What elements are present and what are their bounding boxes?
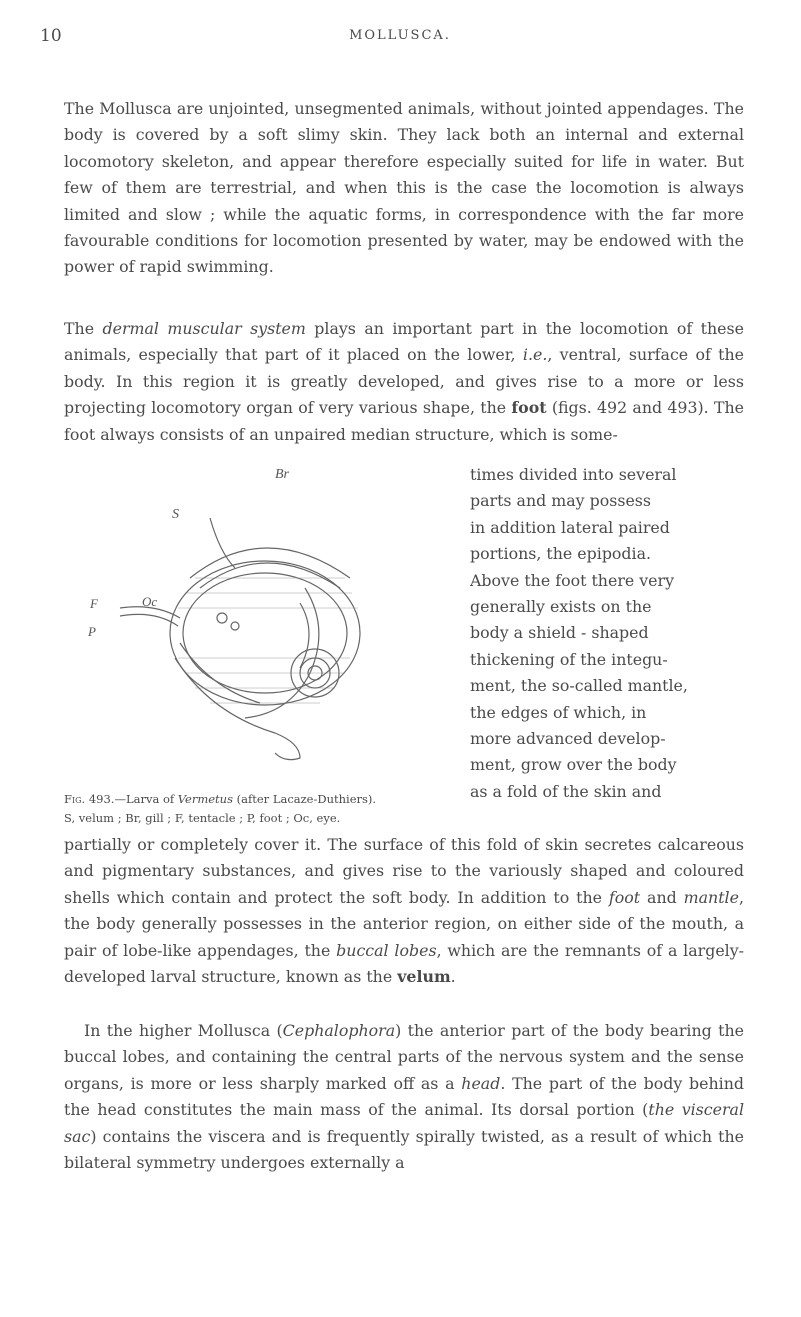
text-run: ) contains the viscera and is frequently spirally twisted, as a result of which the bilateral symmetry undergoes externally a [64, 1126, 744, 1173]
flow-line: in addition lateral paired [470, 517, 670, 537]
paragraph-2 [64, 316, 744, 448]
text-run: The [64, 319, 103, 338]
emphasis-foot: foot [608, 887, 641, 907]
emphasis-visceral-sac: the visceral sac [64, 1100, 744, 1146]
flow-line: the edges of which, in [470, 702, 647, 722]
figure-493-larva-illustration [60, 458, 460, 788]
emphasis-buccal-lobes: buccal lobes [336, 940, 437, 960]
flow-line: times divided into several [470, 465, 677, 484]
figure-caption [64, 790, 474, 828]
label-p: P [88, 624, 96, 639]
flow-line: ment, grow over the body [470, 755, 677, 775]
caption-text: —Larva of [114, 792, 178, 806]
term-velum: velum [397, 967, 451, 987]
page-header [40, 18, 760, 48]
flow-line: parts and may possess [470, 491, 652, 511]
emphasis-ie: i.e. [522, 345, 548, 365]
text-run: , ventral, surface of the body. In this region it is greatly developed, and gives rise to a more or less projecting locomotory organ of very various shape, the [64, 345, 745, 418]
flow-line: thickening of the integu- [470, 649, 668, 669]
paragraph-3 [64, 832, 744, 990]
emphasis-dermal-muscular-system: dermal muscular system [102, 319, 306, 338]
flow-line: Above the foot there very [470, 570, 674, 590]
caption-fig-label: Fig. 493. [64, 792, 115, 806]
text-run: . The part of the body behind the head constitutes the main mass of the animal. Its dorsal portion ( [64, 1073, 744, 1120]
label-f: F [90, 596, 98, 611]
emphasis-mantle: mantle [683, 887, 739, 907]
page-number: 10 [40, 26, 62, 46]
text-run: , which are the remnants of a largely-developed larval structure, known as the [64, 940, 744, 987]
text-run: ) the anterior part of the body bearing the buccal lobes, and containing the central parts of the nervous system and the sense organs, is more or less sharply marked off as a [64, 1021, 744, 1093]
gill-line [210, 518, 235, 568]
text-run: (figs. 492 and 493). The foot always consists of an unpaired median structure, which is some- [64, 398, 745, 444]
label-oc: Oc [142, 594, 158, 609]
paragraph-4 [64, 1018, 744, 1176]
flow-line: ment, the so-called mantle, [470, 676, 688, 696]
running-title: MOLLUSCA. [349, 28, 451, 43]
text-run: partially or completely cover it. The surface of this fold of skin secretes calcareous and pigmentary substances, and gives rise to the variously shaped and coloured shells which contain and protect the soft body. In addition to the [64, 835, 744, 907]
emphasis-cephalophora: Cephalophora [282, 1021, 396, 1040]
text-run: , the body generally possesses in the anterior region, on either side of the mouth, a pair of lobe-like appendages, the [64, 887, 744, 960]
flow-line: portions, the epipodia. [470, 544, 652, 564]
paragraph-1-text: The Mollusca are unjointed, unsegmented animals, without jointed appendages. The body is covered by a soft slimy skin. They lack both an internal and external locomotory skeleton, and appear therefore especially suited for life in water. But few of them are terrestrial, and when this is the case the locomotion is always limited and slow ; while the aquatic forms, in correspondence with the far more favourable conditions for locomotion presented by water, may be endowed with the power of rapid swimming. [64, 99, 744, 277]
term-foot: foot [511, 398, 547, 418]
paragraph-3-text [64, 832, 744, 990]
text-run: and [640, 887, 684, 907]
paragraph-4-text [64, 1018, 744, 1176]
flow-line: body a shield - shaped [470, 623, 649, 643]
larva-drawing [60, 458, 460, 788]
eye [217, 613, 227, 623]
wrapped-text-column [470, 462, 744, 805]
flow-line: as a fold of the skin and [470, 781, 662, 801]
caption-genus: Vermetus [177, 792, 233, 806]
text-run: In the higher Mollusca ( [84, 1021, 283, 1040]
emphasis-head: head [461, 1073, 501, 1093]
caption-text: (after Lacaze-Duthiers). [233, 792, 377, 806]
caption-line-2: S, velum ; Br, gill ; F, tentacle ; P, foot ; Oc, eye. [64, 811, 341, 825]
paragraph-2-text [64, 316, 744, 448]
label-br: Br [275, 467, 289, 482]
shell-coil [245, 588, 319, 718]
caption-line-1 [64, 790, 474, 809]
text-run: plays an important part in the locomotion of these animals, especially that part of it placed on the lower, [64, 319, 744, 365]
text-run: . [450, 967, 456, 987]
flow-line: generally exists on the [470, 597, 652, 617]
label-s: S [172, 507, 179, 522]
paragraph-1 [64, 96, 744, 281]
flow-line: more advanced develop- [470, 729, 666, 749]
